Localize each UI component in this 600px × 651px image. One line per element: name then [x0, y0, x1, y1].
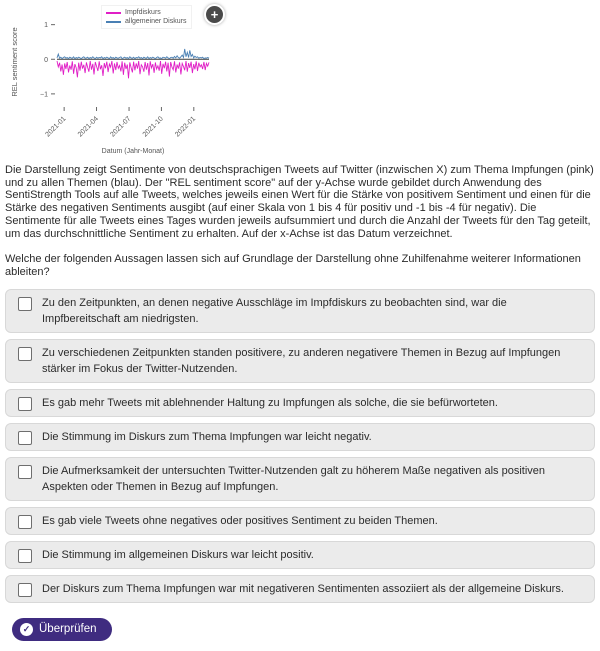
y-axis-title: REL sentiment score	[10, 27, 19, 97]
option-checkbox[interactable]	[18, 515, 32, 529]
legend-line-swatch	[106, 21, 121, 23]
answer-option-row[interactable]	[5, 289, 595, 333]
option-label: Die Stimmung im allgemeinen Diskurs war leicht positiv.	[42, 548, 314, 561]
x-tick-label: 2021-01	[44, 115, 68, 139]
chart-expand-button[interactable]: +	[204, 4, 225, 25]
submit-button[interactable]	[12, 618, 112, 641]
y-tick-label: −1	[40, 91, 48, 99]
options-list	[5, 289, 595, 603]
option-label: Der Diskurs zum Thema Impfungen war mit negativeren Sentimenten assoziiert als der allgemeine Diskurs.	[42, 582, 564, 595]
y-tick-label: 1	[44, 22, 48, 30]
answer-option-row[interactable]	[5, 507, 595, 535]
answer-option-row[interactable]	[5, 339, 595, 383]
option-checkbox[interactable]	[18, 297, 32, 311]
legend-item-impfdiskurs[interactable]	[106, 8, 186, 17]
x-tick-label: 2022-01	[174, 115, 198, 139]
option-checkbox[interactable]	[18, 431, 32, 445]
answer-option-row[interactable]	[5, 457, 595, 501]
option-checkbox[interactable]	[18, 397, 32, 411]
sentiment-chart-figure	[7, 2, 252, 160]
question-text: Welche der folgenden Aussagen lassen sich auf Grundlage der Darstellung ohne Zuhilfenahme weiterer Informationen ableiten?	[5, 253, 581, 278]
option-label: Zu den Zeitpunkten, an denen negative Ausschläge im Impfdiskurs zu beobachten sind, war die Impfbereitschaft am niedrigsten.	[42, 296, 507, 325]
option-checkbox[interactable]	[18, 549, 32, 563]
legend-label: allgemeiner Diskurs	[125, 18, 187, 25]
answer-option-row[interactable]	[5, 575, 595, 603]
answer-option-row[interactable]	[5, 423, 595, 451]
option-checkbox[interactable]	[18, 347, 32, 361]
legend-label: Impfdiskurs	[125, 9, 161, 16]
chart-legend	[101, 5, 192, 29]
option-checkbox[interactable]	[18, 583, 32, 597]
allgemeiner-diskurs-line	[57, 49, 209, 59]
x-tick-label: 2021-10	[141, 115, 165, 139]
option-checkbox[interactable]	[18, 465, 32, 479]
impfdiskurs-line	[57, 61, 209, 78]
answer-option-row[interactable]	[5, 541, 595, 569]
legend-line-swatch	[106, 12, 121, 14]
y-tick-label: 0	[44, 56, 48, 64]
option-label: Es gab mehr Tweets mit ablehnender Haltung zu Impfungen als solche, die sie befürworteten.	[42, 396, 498, 409]
answer-option-row[interactable]	[5, 389, 595, 417]
option-label: Die Stimmung im Diskurs zum Thema Impfungen war leicht negativ.	[42, 430, 372, 443]
x-axis-title: Datum (Jahr-Monat)	[101, 148, 165, 155]
legend-item-allgemeiner-diskurs[interactable]	[106, 17, 186, 26]
chart-description-text: Die Darstellung zeigt Sentimente von deutschsprachigen Tweets auf Twitter (inzwischen X) zum Thema Impfungen (pink) und zu allen Themen (blau). Der "REL sentiment score" auf der y-Achse wurde gebildet durch Anwendung des SentiStrength Tools auf alle Tweets, welches jeweils einen Wert für die Stärke von positivem Sentiment und einen für die Stärke des negativen Sentiments ausgibt (auf einer Skala von 1 bis 4 für positiv und -1 bis -4 für negativ). Die Sentimente für alle Tweets eines Tages wurden jeweils aufsummiert und durch die Anzahl der Tweets für den Tag geteilt, um das durchschnittliche Sentiment zu erhalten. Auf der x-Achse ist das Datum verzeichnet.	[5, 164, 594, 240]
x-tick-label: 2021-04	[76, 115, 100, 139]
submit-label: Überprüfen	[39, 623, 97, 636]
x-tick-label: 2021-07	[109, 115, 133, 139]
option-label: Zu verschiedenen Zeitpunkten standen positivere, zu anderen negativere Themen in Bezug auf Impfungen stärker im Fokus der Twitter-Nutzenden.	[42, 346, 561, 375]
check-circle-icon: ✓	[20, 623, 33, 636]
option-label: Es gab viele Tweets ohne negatives oder positives Sentiment zu beiden Themen.	[42, 514, 438, 527]
option-label: Die Aufmerksamkeit der untersuchten Twitter-Nutzenden galt zu höherem Maße negativen als positiven Aspekten oder Themen in Bezug auf Impfungen.	[42, 464, 545, 493]
